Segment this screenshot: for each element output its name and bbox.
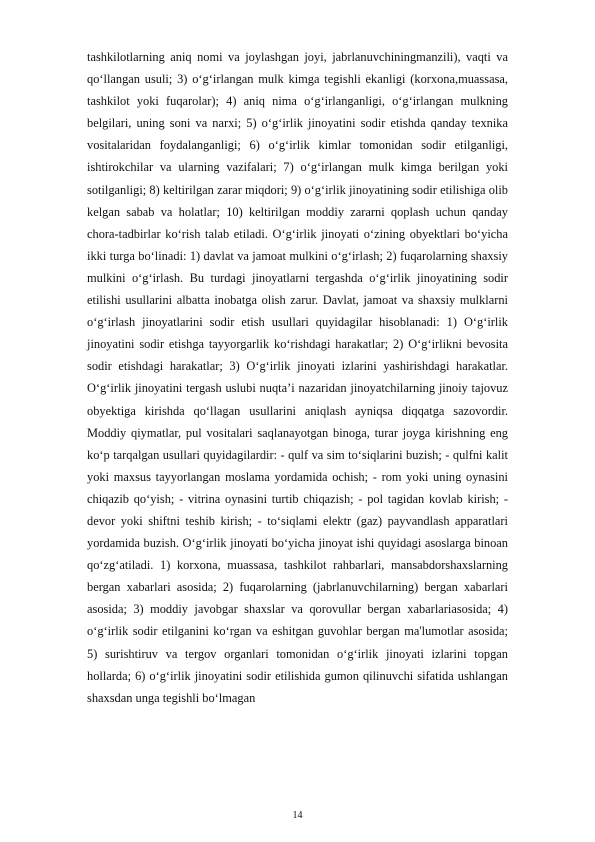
body-paragraph: tashkilotlarning aniq nomi va joylashgan joyi, jabrlanuvchiningmanzili), vaqti va qo‘llangan usuli; 3) o‘g‘irlangan mulk kimga tegishli ekanligi (korxona,muassasa, tashkilot yoki fuqarolar); 4) aniq nima o‘g‘irlanganligi, o‘g‘irlangan mulkning belgilari, uning soni va narxi; 5) o‘g‘irlik jinoyatini sodir etishda qanday texnika vositalaridan foydalanganligi; 6) o‘g‘irlik kimlar tomonidan sodir etilganligi, ishtirokchilar va ularning vazifalari; 7) o‘g‘irlangan mulk kimga berilgan yoki sotilganligi; 8) keltirilgan zarar miqdori; 9) o‘g‘irlik jinoyatining sodir etilishiga olib kelgan sabab va holatlar; 10) keltirilgan moddiy zararni qoplash uchun qanday chora-tadbirlar ko‘rish talab etiladi. O‘g‘irlik jinoyati o‘zining obyektlari bo‘yicha ikki turga bo‘linadi: 1) davlat va jamoat mulkini o‘g‘irlash; 2) fuqarolarning shaxsiy mulkini o‘g‘irlash. Bu turdagi jinoyatlarni tergashda o‘g‘irlik jinoyatining sodir etilishi usullarini albatta inobatga olish zarur. Davlat, jamoat va shaxsiy mulklarni o‘g‘irlash jinoyatlarini sodir etish usullari quyidagilar hisoblanadi: 1) O‘g‘irlik jinoyatini sodir etishga tayyorgarlik ko‘rishdagi harakatlar; 2) O‘g‘irlikni bevosita sodir etishdagi harakatlar; 3) O‘g‘irlik jinoyati izlarini yashirishdagi harakatlar. O‘g‘irlik jinoyatini tergash uslubi nuqta’i nazaridan jinoyatchilarning jinoiy tajovuz obyektiga kirishda qo‘llagan usullarini aniqlash ayniqsa diqqatga sazovordir. Moddiy qiymatlar, pul vositalari saqlanayotgan binoga, turar joyga kirishning eng ko‘p tarqalgan usullari quyidagilardir: - qulf va sim to‘siqlarini buzish; - qulfni kalit yoki maxsus tayyorlangan moslama yordamida ochish; - rom yoki uning oynasini chiqazib qo‘yish; - vitrina oynasini turtib chiqazish; - pol tagidan kovlab kirish; - devor yoki shiftni teshib kirish; - to‘siqlami elektr (gaz) payvandlash apparatlari yordamida buzish. O‘g‘irlik jinoyati bo‘yicha jinoyat ishi quyidagi asoslarga binoan qo‘zg‘atiladi. 1) korxona, muassasa, tashkilot rahbarlari, mansabdorshaxslarning bergan xabarlari asosida; 2) fuqarolarning (jabrlanuvchilarning) bergan xabarlari asosida; 3) moddiy javobgar shaxslar va qorovullar bergan xabarlariasosida; 4) o‘g‘irlik sodir etilganini ko‘rgan va eshitgan guvohlar bergan ma'lumotlar asosida; 5) surishtiruv va tergov organlari tomonidan o‘g‘irlik jinoyati izlarini topgan hollarda; 6) o‘g‘irlik jinoyatini sodir etilishida gumon qilinuvchi sifatida ushlangan shaxsdan unga tegishli bo‘lmagan	[87, 50, 508, 705]
page-number: 14	[292, 810, 303, 821]
